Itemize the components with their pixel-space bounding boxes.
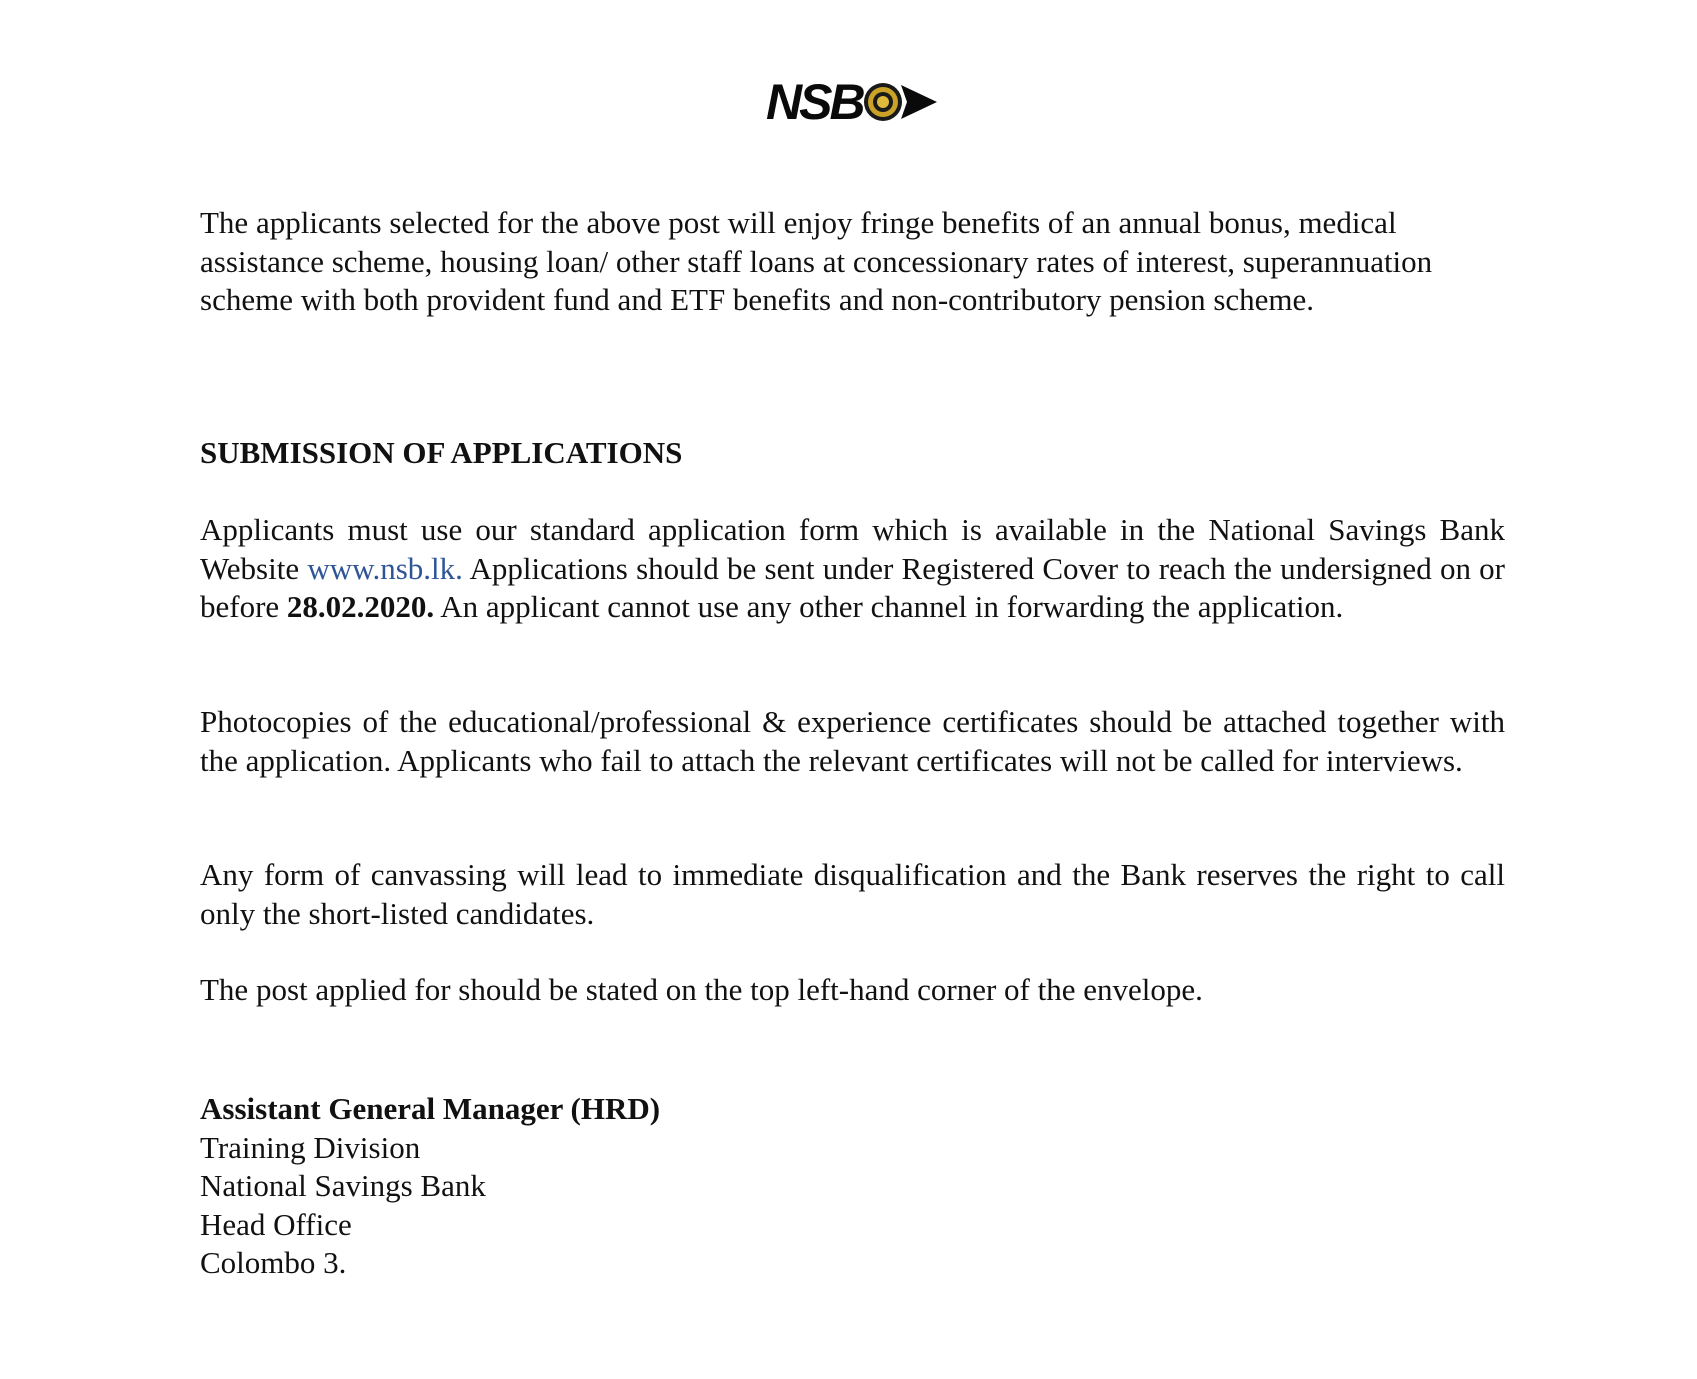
address-line: Colombo 3. xyxy=(200,1245,347,1280)
address-line: Training Division xyxy=(200,1129,421,1165)
application-form-text-a: Applicants must use our standard application form which is available in the National Savings Bank Website xyxy=(200,512,1505,586)
submission-heading: SUBMISSION OF APPLICATIONS xyxy=(200,435,683,470)
certificates-paragraph: Photocopies of the educational/professional & experience certificates should be attached together with the application. Applicants who fail to attach the relevant certificates will not be called for interviews. xyxy=(200,704,1505,778)
address-line: Head Office xyxy=(200,1206,352,1242)
logo-text: NSB xyxy=(766,74,863,130)
address-line: National Savings Bank xyxy=(200,1168,486,1203)
nsb-website-link[interactable]: www.nsb.lk. xyxy=(307,550,463,586)
closing-date: 28.02.2020. xyxy=(286,589,435,624)
envelope-paragraph: The post applied for should be stated on the top left-hand corner of the envelope. xyxy=(200,972,1203,1007)
logo-emblem-icon xyxy=(861,77,939,127)
canvassing-paragraph: Any form of canvassing will lead to immediate disqualification and the Bank reserves the right to call only the short-listed candidates. xyxy=(200,857,1505,931)
application-form-text-b: Applications should be sent under Registered Cover to reach the undersigned on or before xyxy=(200,550,1506,624)
application-form-paragraph xyxy=(200,511,1505,627)
address-block xyxy=(200,1090,660,1283)
address-title: Assistant General Manager (HRD) xyxy=(200,1091,661,1126)
benefits-paragraph: The applicants selected for the above post will enjoy fringe benefits of an annual bonus, medical assistance scheme, housing loan/ other staff loans at concessionary rates of interest, superannuation scheme with both provident fund and ETF benefits and non-contributory pension scheme. xyxy=(200,205,1433,317)
document-body xyxy=(200,204,1506,1007)
application-form-text-c: An applicant cannot use any other channel in forwarding the application. xyxy=(434,589,1344,624)
nsb-logo xyxy=(766,76,956,128)
